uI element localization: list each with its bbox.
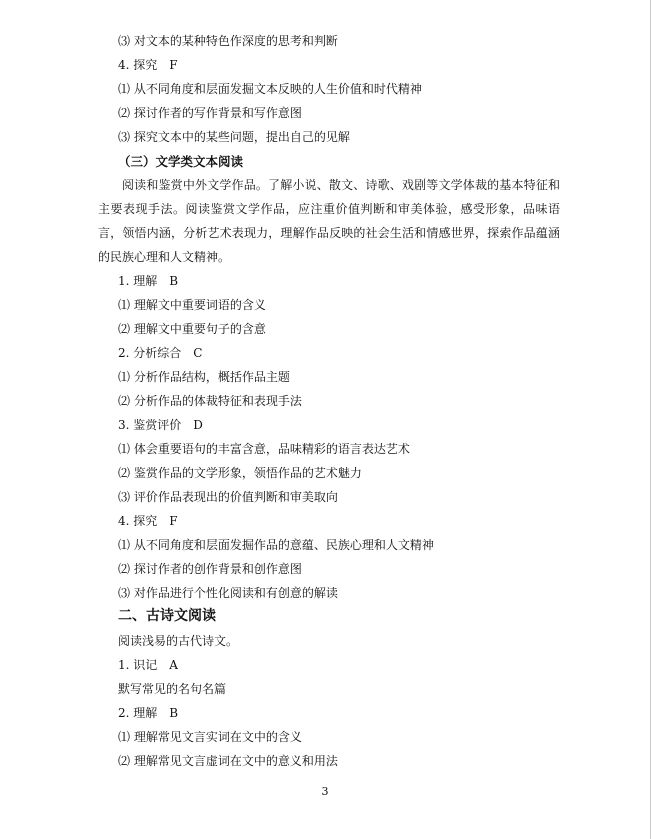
page-number: 3 xyxy=(321,785,329,798)
list-item: ⑵ 探讨作者的写作背景和写作意图 xyxy=(118,106,302,120)
list-item: 4. 探究 F xyxy=(118,514,178,528)
list-item: 2. 理解 B xyxy=(118,706,179,720)
list-item: 阅读浅易的古代诗文。 xyxy=(118,634,239,648)
list-item: ⑵ 探讨作者的创作背景和创作意图 xyxy=(118,562,302,576)
chapter-heading: 二、古诗文阅读 xyxy=(118,608,216,624)
list-item: ⑴ 分析作品结构，概括作品主题 xyxy=(118,370,290,384)
list-item: ⑵ 分析作品的体裁特征和表现手法 xyxy=(118,394,302,408)
list-item: ⑵ 理解常见文言虚词在文中的意义和用法 xyxy=(118,754,338,768)
section-heading: （三）文学类文本阅读 xyxy=(118,154,244,169)
list-item: ⑴ 理解文中重要词语的含义 xyxy=(118,298,266,312)
section-paragraph: 阅读和鉴赏中外文学作品。了解小说、散文、诗歌、戏剧等文学体裁的基本特征和主要表现手法。阅读鉴赏文学作品，应注重价值判断和审美体验，感受形象，品味语言，领悟内涵，分析艺术表现力，理解作品反映的社会生活和情感世界，探索作品蕴涵的民族心理和人文精神。 xyxy=(98,178,560,264)
list-item: ⑴ 从不同角度和层面发掘作品的意蕴、民族心理和人文精神 xyxy=(118,538,434,552)
list-item: 2. 分析综合 C xyxy=(118,346,203,360)
list-item: 1. 理解 B xyxy=(118,274,179,288)
list-item: 4. 探究 F xyxy=(118,58,178,72)
list-item: ⑵ 理解文中重要句子的含意 xyxy=(118,322,266,336)
list-item: 默写常见的名句名篇 xyxy=(118,682,227,696)
list-item: ⑶ 评价作品表现出的价值判断和审美取向 xyxy=(118,490,338,504)
list-item: 1. 识记 A xyxy=(118,658,178,672)
list-item: ⑵ 鉴赏作品的文学形象，领悟作品的艺术魅力 xyxy=(118,466,362,480)
list-item: ⑴ 理解常见文言实词在文中的含义 xyxy=(118,730,302,744)
list-item: ⑴ 体会重要语句的丰富含意，品味精彩的语言表达艺术 xyxy=(118,442,410,456)
list-item: ⑴ 从不同角度和层面发掘文本反映的人生价值和时代精神 xyxy=(118,82,422,96)
list-item: 3. 鉴赏评价 D xyxy=(118,418,203,432)
list-item: ⑶ 对文本的某种特色作深度的思考和判断 xyxy=(118,34,338,48)
list-item: ⑶ 探究文本中的某些问题，提出自己的见解 xyxy=(118,130,350,144)
list-item: ⑶ 对作品进行个性化阅读和有创意的解读 xyxy=(118,586,338,600)
